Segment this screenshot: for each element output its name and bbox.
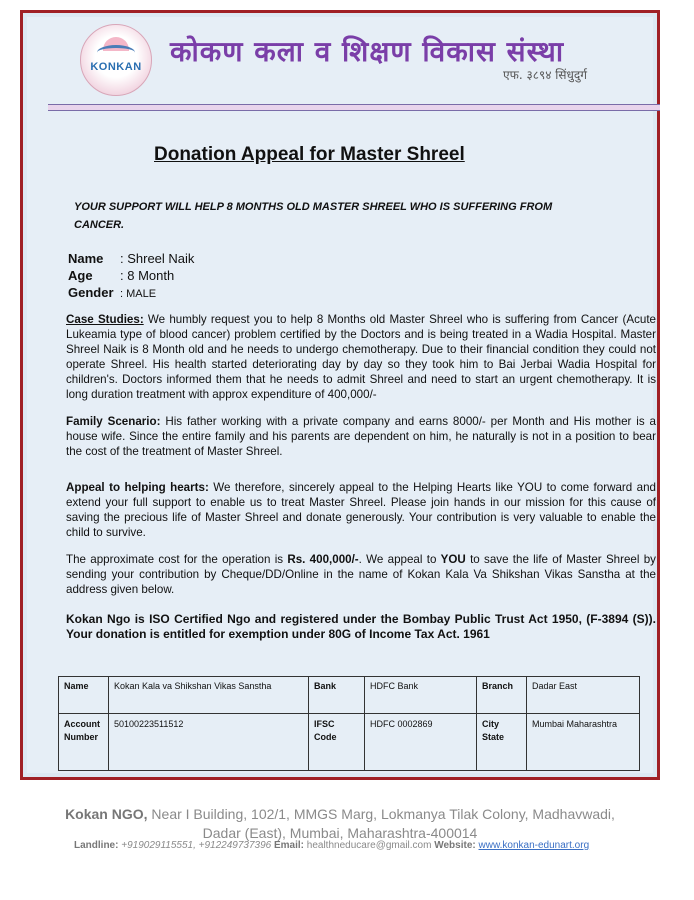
header-divider [48,104,660,111]
branch-label: Branch [477,677,527,714]
appeal-heading: Appeal to helping hearts: [66,481,209,494]
website-link[interactable]: www.konkan-edunart.org [478,840,590,851]
cost-paragraph [66,552,656,597]
page-title: Donation Appeal for Master Shreel [154,144,465,165]
landline-label: Landline: [74,840,119,851]
name-value: : Shreel Naik [120,251,195,266]
support-line: YOUR SUPPORT WILL HELP 8 MONTHS OLD MASTER SHREEL WHO IS SUFFERING FROM CANCER. [74,201,553,231]
name-label: Name [68,251,104,266]
bank-label: Bank [309,677,365,714]
cost-text-1: The approximate cost for the operation is [66,553,288,566]
cost-text-3: to save the life of Master Shreel by sending your contribution by Cheque/DD/Online in the name of Kokan Kala Va Shikshan Vikas Sanstha at the address given below. [66,553,656,596]
gender-value: : MALE [120,288,157,300]
appeal-text: We therefore, sincerely appeal to the Helping Hearts like YOU to come forward and extend your full support to enable us to treat Master Shreel. Please join hands in our mission for this cause of saving the precious life of Master Shreel and donate generously. Your contribution is very valuable to enable the child to survive. [66,481,656,539]
case-studies-heading: Case Studies: [66,313,144,326]
cost-text-2: . We appeal to [358,553,441,566]
patient-age-row [68,267,194,284]
org-registration: एफ. ३८९४ सिंधुदुर्ग [503,68,588,82]
age-label: Age [68,268,93,283]
patient-name-row [68,250,194,267]
email-label: Email: [273,840,304,851]
table-row [59,714,640,771]
footer-address [50,805,630,843]
patient-info [68,250,194,303]
age-value: : 8 Month [120,268,175,283]
case-studies-paragraph [66,312,656,402]
bank-value: HDFC Bank [365,677,477,714]
patient-gender-row [68,284,194,303]
ifsc-label: IFSC Code [309,714,365,771]
table-row [59,677,640,714]
landline-value: +919029115551, +912249737396 [118,840,274,851]
website-label: Website: [434,840,476,851]
footer-contact [74,840,589,851]
city-state-value: Mumbai Maharashtra [527,714,640,771]
email-value[interactable]: healthneducare@gmail.com [304,840,435,851]
hands-icon [97,45,135,60]
iso-note: Kokan Ngo is ISO Certified Ngo and registered under the Bombay Public Trust Act 1950, (F-3894 (S)). Your donation is entitled for exemption under 80G of Income Tax Act. 1961 [66,612,656,641]
ifsc-value: HDFC 0002869 [365,714,477,771]
footer-org: Kokan NGO, [65,806,148,822]
org-name: कोकण कला व शिक्षण विकास संस्था [170,35,565,68]
logo-text: KONKAN [90,61,142,73]
account-name-label: Name [59,677,109,714]
family-paragraph [66,414,656,459]
account-number-value: 50100223511512 [109,714,309,771]
account-number-label: Account Number [59,714,109,771]
branch-value: Dadar East [527,677,640,714]
bank-details-table [58,676,640,771]
footer-address-text: Near I Building, 102/1, MMGS Marg, Lokmanya Tilak Colony, Madhavwadi, Dadar (East), Mumbai, Maharashtra-400014 [147,806,615,841]
case-studies-text: We humbly request you to help 8 Months old Master Shreel who is suffering from Cancer (Acute Lukeamia type of blood cancer) problem certified by the Doctors and is being treated in a Wadia Hospital. Master Shreel Naik is 8 Month old and he needs to undergo chemotherapy. Due to their financial condition they could not operate Shreel. His health started deteriorating day by day so they took him to Bai Jerbai Wadia Hospital for children's. Doctors informed them that he needs to admit Shreel and need to start an urgent chemotherapy. It is long duration treatment with approx expenditure of 400,000/- [66,313,656,401]
konkan-logo [80,24,152,96]
account-name-value: Kokan Kala va Shikshan Vikas Sanstha [109,677,309,714]
city-state-label: City State [477,714,527,771]
family-text: His father working with a private company and earns 8000/- per Month and His mother is a house wife. Since the entire family and his parents are dependent on him, he naturally is not in a position to bear the cost of the treatment of Master Shreel. [66,415,656,458]
gender-label: Gender [68,285,114,300]
appeal-paragraph [66,480,656,540]
cost-amount: Rs. 400,000/- [287,553,359,566]
cost-you: YOU [440,553,466,566]
family-heading: Family Scenario: [66,415,161,428]
